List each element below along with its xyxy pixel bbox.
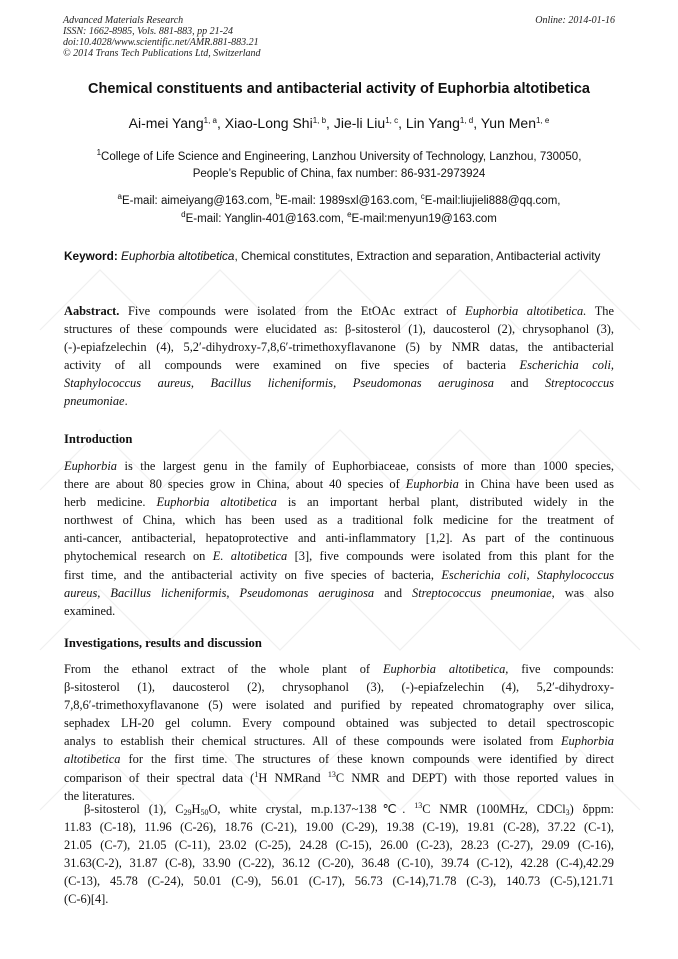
intro-text: first time, and the antibacterial activity on five species of bacteria,: [64, 567, 442, 582]
intro-text: there are about 80 species grow in China, about 40 species of: [64, 477, 406, 492]
author-separator: ,: [473, 115, 481, 131]
invest-text: C NMR and DEPT) with those reported values in: [335, 770, 614, 785]
investigations-body: [64, 660, 614, 805]
email-sup: d: [181, 210, 186, 219]
copyright-line: © 2014 Trans Tech Publications Ltd, Switzerland: [63, 48, 261, 59]
compound-text: O, white crystal, m.p.137~138℃.: [208, 802, 415, 816]
email-b: E-mail: 1989sxl@163.com,: [280, 195, 421, 207]
intro-text: [3], five compounds were isolated from this plant for the: [287, 549, 614, 564]
invest-text: H NMRand: [258, 770, 328, 785]
nmr-line: (C-13), 45.78 (C-24), 50.01 (C-9), 56.01 (C-17), 56.73 (C-14),71.78 (C-3), 140.73 (C-5),121.71: [64, 874, 614, 889]
species-name: E. altotibetica: [212, 549, 288, 564]
species-name: Staphylococcus aureus, Bacillus licheniformis, Pseudomonas aeruginosa: [64, 376, 494, 391]
species-name: Euphorbia altotibetica.: [465, 304, 587, 318]
formula-sub: 29: [183, 808, 192, 817]
affiliation-line-2: People’s Republic of China, fax number: 86-931-2973924: [192, 168, 486, 180]
abstract-label: Aabstract.: [64, 304, 120, 318]
invest-text: for the first time. The structures of these known compounds were identified by direct: [120, 752, 614, 767]
abstract-line: (-)-epiafzelechin (4), 5,2′-dihydroxy-7,8,6′-trimethoxyflavanone (5) by NMR datas, the antibacterial: [64, 340, 614, 355]
affiliation: [40, 149, 638, 183]
keyword-label: Keyword:: [64, 249, 118, 263]
intro-text: phytochemical research on: [64, 549, 213, 564]
email-a: E-mail: aimeiyang@163.com,: [121, 195, 276, 207]
invest-line: 7,8,6′-trimethoxyflavanone (5) were isolated and purified by repeated chromatography over silica,: [64, 698, 614, 713]
abstract-text: .: [124, 394, 128, 409]
abstract-text: activity of all compounds were examined on five species of bacteria: [64, 358, 520, 373]
author-name: Jie-li Liu: [333, 115, 386, 131]
species-name: Euphorbia: [405, 477, 459, 492]
species-name: Streptococcus: [544, 376, 614, 391]
species-name: Escherichia coli,: [519, 358, 614, 373]
nmr-line: (C-6)[4].: [64, 892, 109, 907]
intro-text: and: [374, 585, 413, 600]
isotope-sup: 13: [327, 769, 336, 779]
email-sup: e: [347, 210, 352, 219]
email-sup: c: [420, 192, 425, 201]
author-name: Ai-mei Yang: [128, 115, 204, 131]
species-name: pneumoniae: [64, 394, 125, 409]
introduction-body: [64, 457, 614, 620]
affiliation-sup: 1: [96, 148, 102, 157]
author-list: [40, 112, 638, 134]
journal-name: Advanced Materials Research: [63, 15, 184, 26]
abstract-text: The: [586, 304, 614, 318]
email-e: E-mail:menyun19@163.com: [351, 213, 497, 225]
abstract: [64, 302, 614, 411]
nmr-line: 21.05 (C-7), 21.05 (C-11), 23.02 (C-25), 24.28 (C-15), 26.00 (C-23), 28.23 (C-27), 29.09 (C-16),: [64, 838, 614, 853]
author-sup: 1, c: [385, 116, 399, 125]
doi-line: doi:10.4028/www.scientific.net/AMR.881-883.21: [63, 37, 259, 48]
formula-sub: 3: [565, 808, 570, 817]
investigations-heading: Investigations, results and discussion: [64, 636, 262, 650]
intro-line: examined.: [64, 603, 116, 618]
intro-text: is the largest genu in the family of Euphorbiaceae, consists of more than 1000 species,: [117, 459, 614, 473]
intro-text: in China have been used as: [458, 477, 615, 492]
author-sup: 1, a: [203, 116, 217, 125]
intro-text: herb medicine.: [64, 495, 157, 510]
isotope-sup: 1: [254, 769, 259, 779]
species-name: aureus, Bacillus licheniformis, Pseudomonas aeruginosa: [64, 585, 375, 600]
invest-line: the literatures.: [64, 788, 135, 803]
intro-text: is an important herbal plant, distributed widely in the: [276, 495, 614, 510]
affiliation-line-1: College of Life Science and Engineering, Lanzhou University of Technology, Lanzhou, 730050,: [101, 151, 582, 163]
compound-text: H: [191, 802, 201, 816]
compound-text: ) δppm:: [569, 802, 614, 816]
author-separator: ,: [398, 115, 406, 131]
compound-text: C NMR (100MHz, CDCl: [422, 802, 566, 816]
email-c: E-mail:liujieli888@qq.com,: [424, 195, 561, 207]
author-separator: ,: [326, 115, 334, 131]
invest-line: β-sitosterol (1), daucosterol (2), chrysophanol (3), (-)-epiafzelechin (4), 5,2′-dihydroxy-: [64, 680, 614, 695]
author-name: Yun Men: [480, 115, 536, 131]
invest-text: analys to establish their chemical structures. All of these compounds were isolated from: [64, 734, 561, 749]
author-sup: 1, b: [312, 116, 327, 125]
abstract-text: Five compounds were isolated from the EtOAc extract of: [119, 304, 466, 318]
email-sup: b: [275, 192, 280, 201]
paper-title: Chemical constituents and antibacterial activity of Euphorbia altotibetica: [88, 81, 590, 97]
keyword-term: Euphorbia altotibetica: [121, 249, 235, 263]
author-separator: ,: [216, 115, 225, 131]
invest-text: five compounds:: [508, 662, 614, 676]
issn-line: ISSN: 1662-8985, Vols. 881-883, pp 21-24: [63, 26, 233, 37]
keyword-rest: , Chemical constitutes, Extraction and separation, Antibacterial: [234, 249, 562, 263]
author-name: Lin Yang: [405, 115, 460, 131]
nmr-line: 11.83 (C-18), 11.96 (C-26), 18.76 (C-21), 19.00 (C-29), 19.38 (C-19), 19.81 (C-28), 37.22 (C-1),: [64, 820, 614, 835]
email-d: E-mail: Yanglin-401@163.com,: [185, 213, 348, 225]
abstract-line: structures of these compounds were elucidated as: β-sitosterol (1), daucosterol (2), chrysophanol (3),: [64, 322, 614, 337]
compound-text: β-sitosterol (1), C: [84, 802, 184, 816]
species-name: Euphorbia altotibetica: [156, 495, 277, 510]
author-name: Xiao-Long Shi: [224, 115, 313, 131]
formula-sub: 50: [200, 808, 209, 817]
intro-text: , was also: [551, 585, 615, 600]
nmr-line: 31.63(C-2), 31.87 (C-8), 33.90 (C-22), 36.12 (C-20), 36.48 (C-10), 39.74 (C-12), 42.28 (C-4),42.29: [64, 856, 614, 871]
invest-line: sephadex LH-20 gel column. Every compound obtained was subjected to detail spectroscopic: [64, 716, 614, 731]
online-date: Online: 2014-01-16: [535, 15, 615, 26]
species-name: Euphorbia: [560, 734, 614, 749]
species-name: Euphorbia: [64, 459, 118, 473]
species-name: altotibetica: [64, 752, 121, 767]
introduction-heading: Introduction: [64, 432, 133, 446]
intro-line: northwest of China, which has been used as a traditional folk medicine for the treatment of: [64, 513, 614, 528]
species-name: Escherichia coli, Staphylococcus: [441, 567, 614, 582]
author-sup: 1, e: [536, 116, 550, 125]
abstract-text: and: [493, 376, 545, 391]
keywords: [64, 248, 614, 265]
intro-line: anti-cancer, antibacterial, hepatoprotective and anti-inflammatory [1,2]. As part of the continuous: [64, 531, 614, 546]
email-sup: a: [117, 192, 122, 201]
species-name: Euphorbia altotibetica,: [382, 662, 509, 676]
author-emails: [40, 192, 638, 228]
species-name: Streptococcus pneumoniae: [412, 585, 552, 600]
journal-header: [63, 15, 503, 59]
invest-text: comparison of their spectral data (: [64, 770, 255, 785]
invest-text: From the ethanol extract of the whole plant of: [64, 662, 383, 676]
sitosterol-data: [64, 800, 614, 909]
keyword-rest-2: activity: [564, 249, 601, 263]
isotope-sup: 13: [414, 801, 423, 810]
author-sup: 1, d: [459, 116, 474, 125]
